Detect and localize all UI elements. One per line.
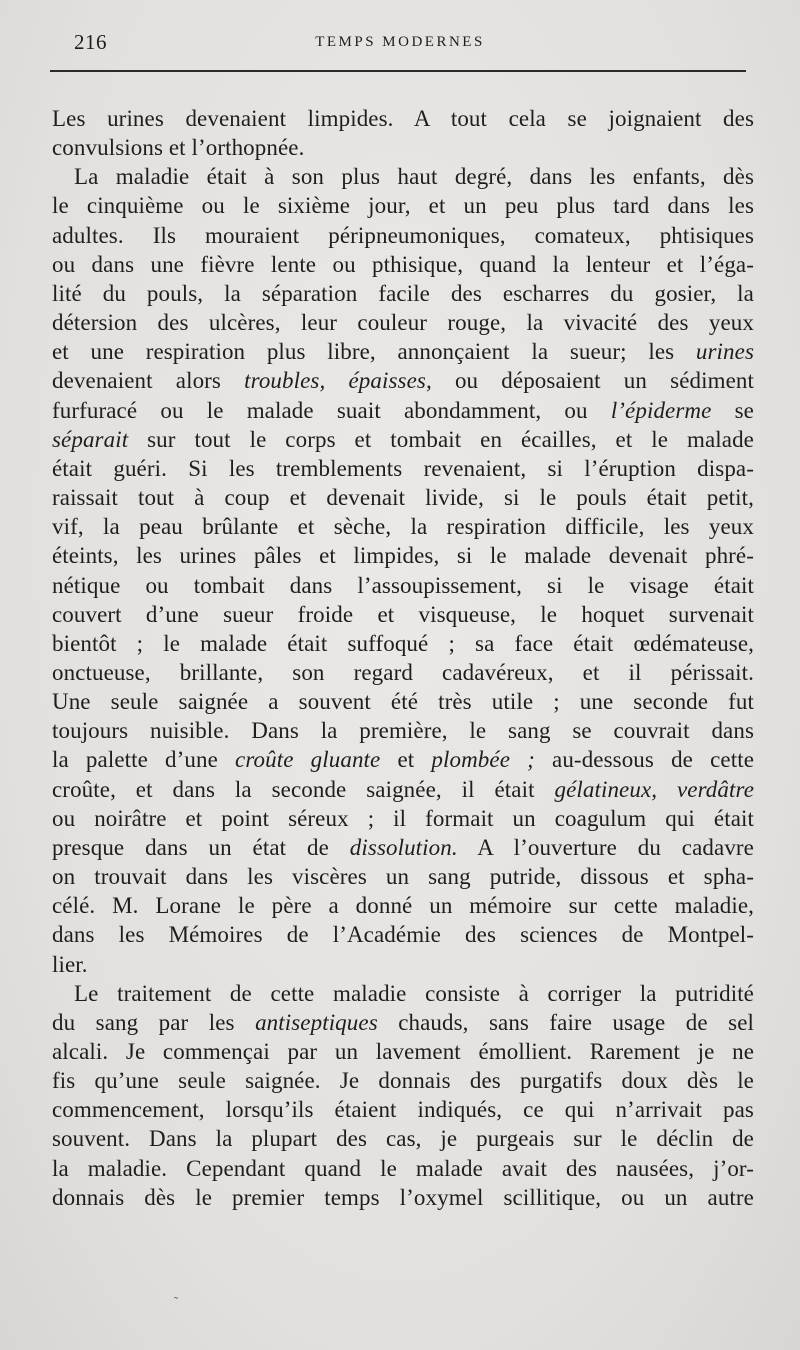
printer-mark: ˜ xyxy=(174,1294,178,1308)
text-segment: sur tout le corps et tombait en écailles, et le malade xyxy=(128,426,754,452)
text-line xyxy=(52,512,754,541)
text-segment: lité du pouls, la séparation facile des escharres du gosier, la xyxy=(52,280,754,306)
text-line xyxy=(52,279,754,308)
text-line xyxy=(52,804,754,833)
running-title: TEMPS MODERNES xyxy=(315,34,485,50)
text-segment: raissait tout à coup et devenait livide, si le pouls était petit, xyxy=(52,485,754,511)
text-line xyxy=(52,1183,754,1212)
text-line xyxy=(52,1154,754,1183)
text-line xyxy=(52,1095,754,1124)
text-segment: dans les Mémoires de l’Académie des sciences de Montpel- xyxy=(52,922,754,948)
text-line xyxy=(52,541,754,570)
italic-segment: urines xyxy=(695,339,754,365)
text-segment: du sang par les xyxy=(52,1009,256,1035)
text-segment: A l’ouverture du cadavre xyxy=(457,834,754,860)
text-line xyxy=(52,833,754,862)
page-header xyxy=(54,24,746,60)
text-line xyxy=(52,979,754,1008)
italic-segment: gélatineux, verdâtre xyxy=(554,776,755,802)
header-rule xyxy=(50,70,746,72)
text-segment: La maladie était à son plus haut degré, dans les enfants, dès xyxy=(74,164,754,190)
text-line xyxy=(52,687,754,716)
text-segment: se xyxy=(711,397,754,423)
text-segment: ou déposaient un sédiment xyxy=(431,368,754,394)
text-line xyxy=(52,162,754,191)
text-line xyxy=(52,396,754,425)
text-line xyxy=(52,1037,754,1066)
italic-segment: croûte gluante xyxy=(235,747,381,773)
text-segment: adultes. Ils mouraient péripneumoniques, comateux, phtisiques xyxy=(52,222,754,248)
text-segment: devenaient alors xyxy=(52,368,245,394)
text-segment: Le traitement de cette maladie consiste à corriger la putridité xyxy=(74,980,754,1006)
text-segment: croûte, et dans la seconde saignée, il était xyxy=(52,776,555,802)
text-line xyxy=(52,483,754,512)
text-segment: convulsions et l’orthopnée. xyxy=(52,135,305,161)
text-line xyxy=(52,775,754,804)
text-segment: furfuracé ou le malade suait abondamment, ou xyxy=(52,397,611,423)
text-line xyxy=(52,1008,754,1037)
italic-segment: l’épiderme xyxy=(610,397,712,423)
text-segment: au-dessous de cette xyxy=(534,747,755,773)
text-segment: couvert d’une sueur froide et visqueuse, le hoquet survenait xyxy=(52,601,754,627)
text-segment: chauds, sans faire usage de sel xyxy=(377,1009,754,1035)
italic-segment: antiseptiques xyxy=(255,1009,378,1035)
text-line xyxy=(52,104,754,133)
text-segment: la palette d’une xyxy=(52,747,236,773)
text-line xyxy=(52,745,754,774)
text-line xyxy=(52,716,754,745)
text-line xyxy=(52,366,754,395)
text-segment: Une seule saignée a souvent été très utile ; une seconde fut xyxy=(52,689,754,715)
text-segment: et une respiration plus libre, annonçaient la sueur; les xyxy=(52,339,696,365)
text-segment: presque dans un état de xyxy=(52,834,350,860)
text-line xyxy=(52,308,754,337)
text-segment: toujours nuisible. Dans la première, le sang se couvrait dans xyxy=(52,718,754,744)
text-segment: était guéri. Si les tremblements revenaient, si l’éruption dispa- xyxy=(52,455,754,481)
text-segment: onctueuse, brillante, son regard cadavéreux, et il périssait. xyxy=(52,659,754,685)
text-line xyxy=(52,221,754,250)
text-line xyxy=(52,1066,754,1095)
text-segment: nétique ou tombait dans l’assoupissement, si le visage était xyxy=(52,572,754,598)
text-line xyxy=(52,600,754,629)
text-line xyxy=(52,191,754,220)
text-segment: lier. xyxy=(52,951,88,977)
text-segment: ou dans une fièvre lente ou pthisique, quand la lenteur et l’éga- xyxy=(52,251,754,277)
italic-segment: séparait xyxy=(52,426,129,452)
text-segment: vif, la peau brûlante et sèche, la respiration difficile, les yeux xyxy=(52,514,754,540)
text-line xyxy=(52,571,754,600)
text-segment: bientôt ; le malade était suffoqué ; sa face était œdémateuse, xyxy=(52,630,754,656)
text-segment: la maladie. Cependant quand le malade avait des nausées, j’or- xyxy=(52,1155,754,1181)
text-line xyxy=(52,891,754,920)
text-line xyxy=(52,250,754,279)
italic-segment: troubles, épaisses, xyxy=(244,368,432,394)
text-line xyxy=(52,950,754,979)
text-segment: alcali. Je commençai par un lavement émollient. Rarement je ne xyxy=(52,1039,754,1064)
text-segment: ou noirâtre et point séreux ; il formait un coagulum qui était xyxy=(52,805,754,831)
page-number: 216 xyxy=(74,30,107,54)
text-segment: donnais dès le premier temps l’oxymel scillitique, ou un autre xyxy=(52,1184,754,1210)
text-segment: célé. M. Lorane le père a donné un mémoire sur cette maladie, xyxy=(52,893,754,919)
text-line xyxy=(52,629,754,658)
text-line xyxy=(52,862,754,891)
text-line xyxy=(52,454,754,483)
italic-segment: dissolution. xyxy=(349,834,458,860)
text-line xyxy=(52,920,754,949)
text-segment: on trouvait dans les viscères un sang putride, dissous et spha- xyxy=(52,864,754,890)
text-segment: le cinquième ou le sixième jour, et un peu plus tard dans les xyxy=(52,193,754,219)
text-segment: éteints, les urines pâles et limpides, si le malade devenait phré- xyxy=(52,543,754,569)
body-text xyxy=(52,104,754,1212)
text-segment: Les urines devenaient limpides. A tout cela se joignaient des xyxy=(52,106,754,131)
text-segment: souvent. Dans la plupart des cas, je purgeais sur le déclin de xyxy=(52,1126,754,1152)
text-line xyxy=(52,337,754,366)
text-segment: fis qu’une seule saignée. Je donnais des purgatifs doux dès le xyxy=(52,1068,754,1094)
text-segment: détersion des ulcères, leur couleur rouge, la vivacité des yeux xyxy=(52,310,754,336)
text-line xyxy=(52,1124,754,1153)
italic-segment: plombée ; xyxy=(431,747,535,773)
text-line xyxy=(52,658,754,687)
text-segment: et xyxy=(380,747,432,773)
text-line xyxy=(52,133,754,162)
text-segment: commencement, lorsqu’ils étaient indiqués, ce qui n’arrivait pas xyxy=(52,1097,754,1123)
text-line xyxy=(52,425,754,454)
